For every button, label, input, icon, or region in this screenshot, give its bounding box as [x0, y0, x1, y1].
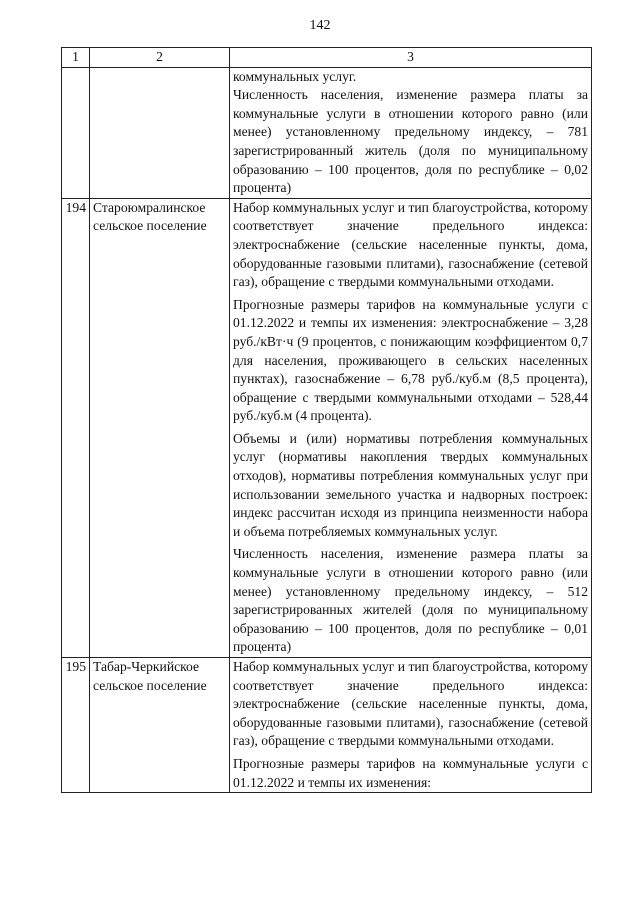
table-row: [62, 198, 592, 657]
settlement-name: Староюмралинское сельское поселение: [90, 198, 230, 657]
description-paragraph: Набор коммунальных услуг и тип благоустройства, которому соответствует значение предельного индекса: электроснабжение (сельские населенные пункты, дома, оборудованные газовыми плитами), газоснабжение (сетевой газ), обращение с твердыми коммунальными отходами.: [233, 199, 588, 290]
tariff-table: [61, 47, 592, 793]
header-col-2: 2: [90, 48, 230, 68]
row-number: 194: [62, 198, 90, 657]
description-paragraph: коммунальных услуг.: [233, 68, 357, 84]
table-row: [62, 658, 592, 793]
row-description: [230, 658, 592, 793]
description-paragraph: Численность населения, изменение размера платы за коммунальные услуги в отношении которого равно (или менее) установленному предельному индексу, – 781 зарегистрированный житель (доля по муниципальному образованию – 100 процентов, доля по республике – 0,02 процента): [233, 87, 588, 196]
settlement-name: Табар-Черкийское сельское поселение: [90, 658, 230, 793]
description-paragraph: Прогнозные размеры тарифов на коммунальные услуги с 01.12.2022 и темпы их изменения: электроснабжение – 3,28 руб./кВт·ч (9 процентов, с понижающим коэффициентом 0,7 для населения, проживающего в сельских населенных пунктах), газоснабжение – 6,78 руб./куб.м (8,5 процента), обращение с твердыми коммунальными отходами – 528,44 руб./куб.м (4 процента).: [233, 296, 588, 424]
row-number: [62, 67, 90, 198]
description-paragraph: Набор коммунальных услуг и тип благоустройства, которому соответствует значение предельного индекса: электроснабжение (сельские населенные пункты, дома, оборудованные газовыми плитами), газоснабжение (сетевой газ), обращение с твердыми коммунальными отходами.: [233, 659, 588, 749]
header-col-3: 3: [230, 48, 592, 68]
page-number: 142: [309, 18, 331, 33]
row-description: [230, 198, 592, 657]
table-header-row: [62, 48, 592, 68]
description-paragraph: Прогнозные размеры тарифов на коммунальные услуги с 01.12.2022 и темпы их изменения:: [233, 755, 588, 790]
row-number: 195: [62, 658, 90, 793]
description-paragraph: Объемы и (или) нормативы потребления коммунальных услуг (нормативы накопления твердых коммунальных отходов), нормативы потребления коммунальных услуг при использовании земельного участка и надворных построек: индекс рассчитан исходя из принципа неизменности набора и объема потребляемых коммунальных услуг.: [233, 430, 588, 539]
row-description: [230, 67, 592, 198]
description-paragraph: Численность населения, изменение размера платы за коммунальные услуги в отношении которого равно (или менее) установленному предельному индексу, – 512 зарегистрированных жителей (доля по муниципальному образованию – 100 процентов, доля по республике – 0,01 процента): [233, 546, 588, 655]
settlement-name: [90, 67, 230, 198]
header-col-1: 1: [62, 48, 90, 68]
table-row: [62, 67, 592, 198]
